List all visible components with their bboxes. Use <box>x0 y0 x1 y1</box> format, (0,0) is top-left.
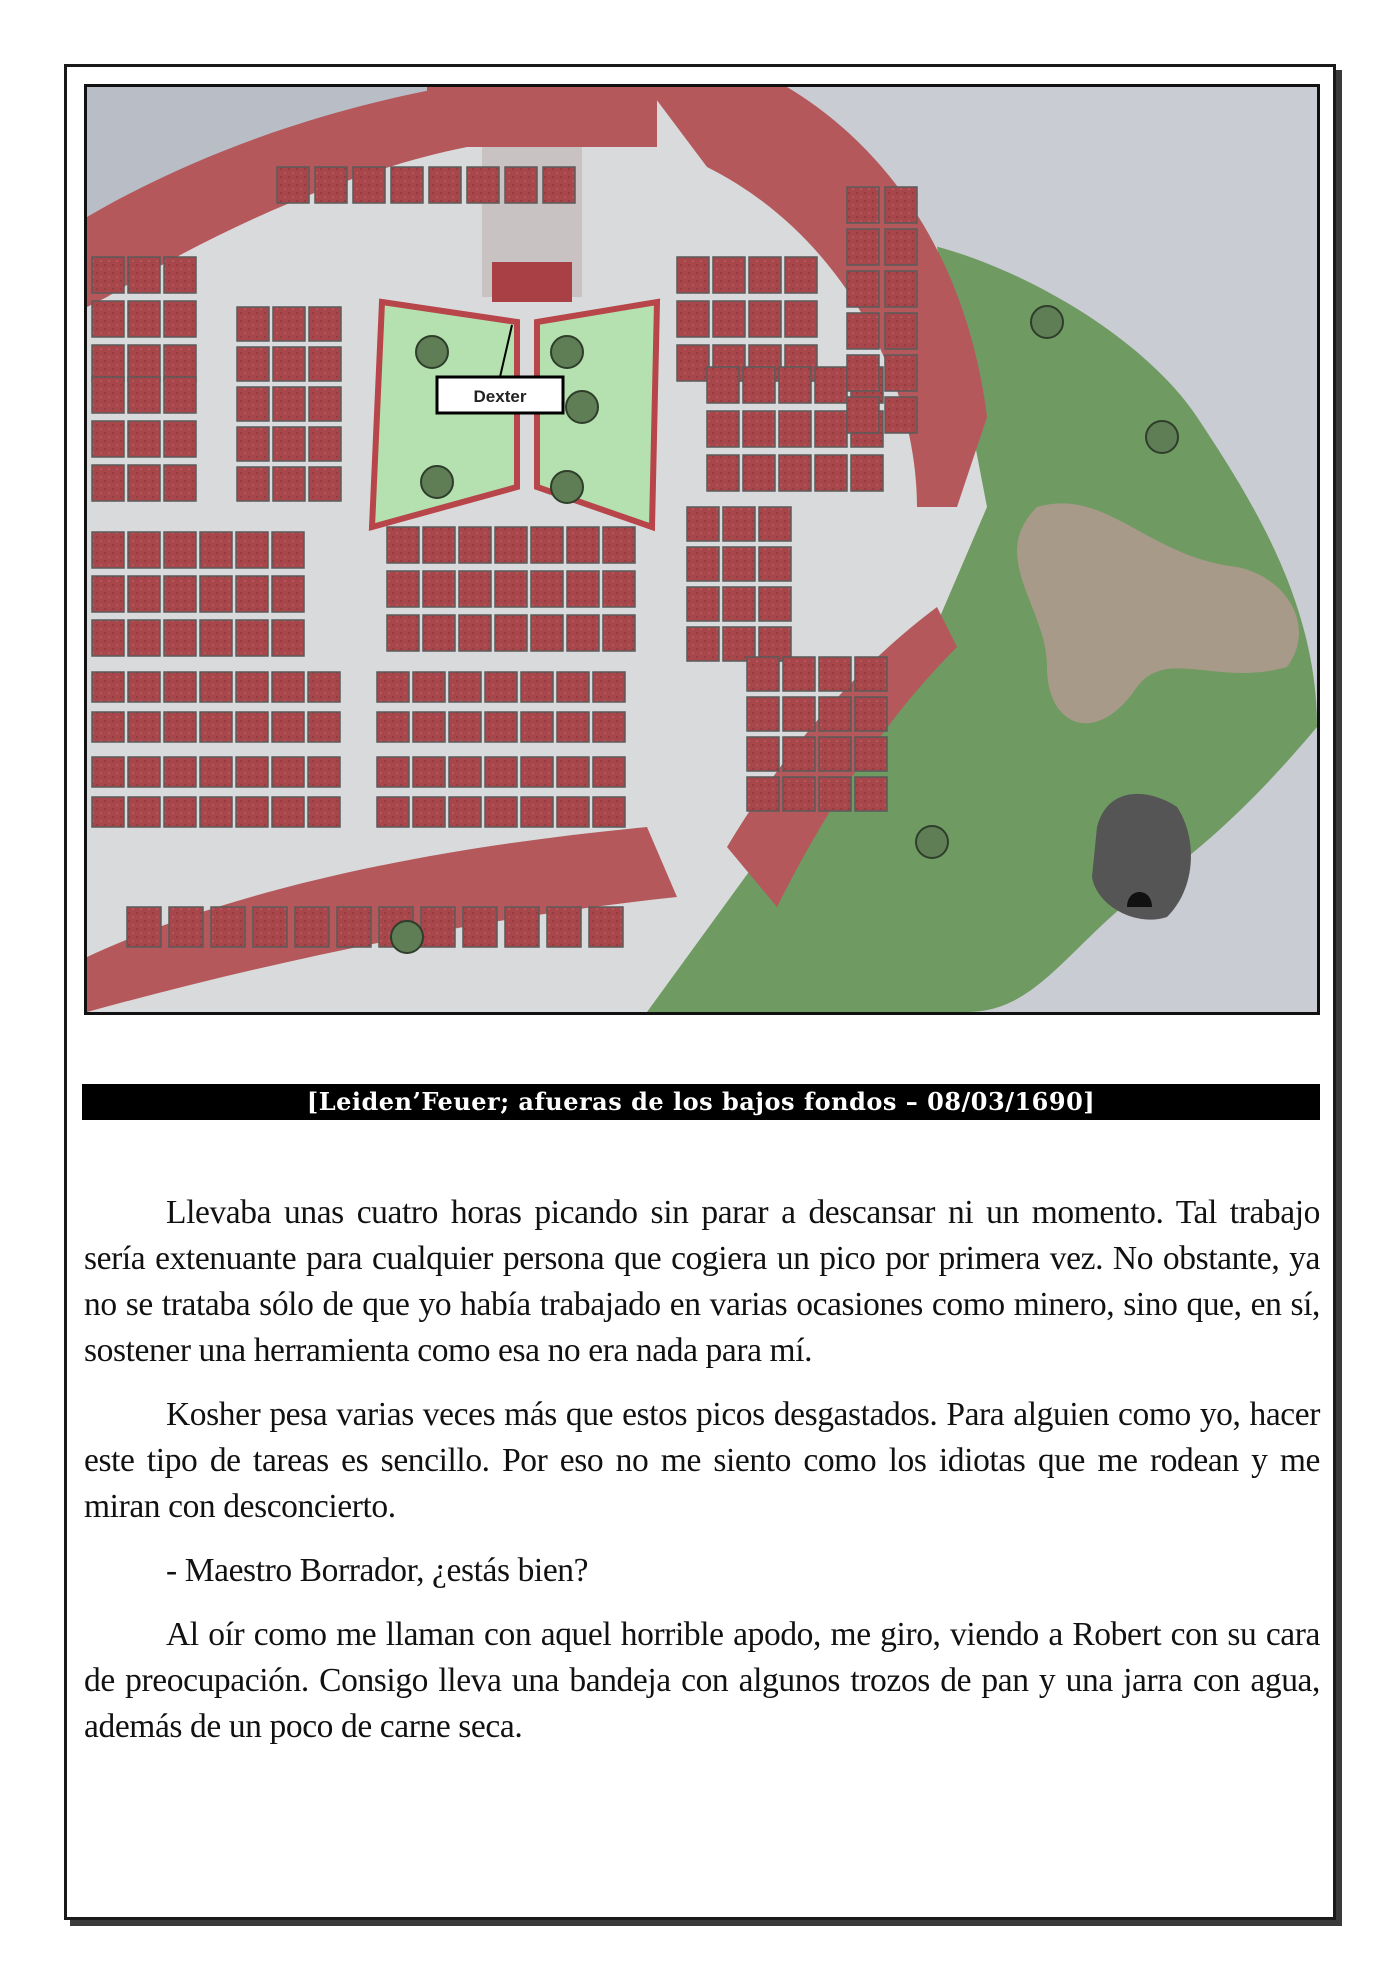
house <box>521 757 553 787</box>
house <box>128 797 160 827</box>
house <box>387 527 419 563</box>
house <box>885 271 917 307</box>
house <box>459 571 491 607</box>
house <box>747 657 779 691</box>
house <box>449 797 481 827</box>
house <box>237 307 269 341</box>
house <box>459 615 491 651</box>
house <box>128 672 160 702</box>
house <box>723 507 755 541</box>
house <box>377 712 409 742</box>
house <box>277 167 309 203</box>
house <box>309 387 341 421</box>
house <box>557 672 589 702</box>
house <box>92 465 124 501</box>
house <box>687 547 719 581</box>
house <box>413 797 445 827</box>
house <box>273 467 305 501</box>
house <box>855 777 887 811</box>
house <box>272 757 304 787</box>
house <box>164 532 196 568</box>
tree <box>1146 421 1178 453</box>
house <box>413 712 445 742</box>
house <box>505 167 537 203</box>
house <box>819 737 851 771</box>
house <box>423 571 455 607</box>
house <box>779 455 811 491</box>
house <box>847 397 879 433</box>
house <box>211 907 245 947</box>
house <box>309 427 341 461</box>
house <box>273 347 305 381</box>
house <box>707 455 739 491</box>
house <box>308 757 340 787</box>
house <box>495 615 527 651</box>
city-map-illustration <box>87 87 1317 1012</box>
house <box>164 301 196 337</box>
house <box>387 615 419 651</box>
house <box>485 757 517 787</box>
map-label-dexter: Dexter <box>473 387 527 406</box>
house <box>449 712 481 742</box>
house <box>200 620 232 656</box>
house <box>743 455 775 491</box>
tree <box>1031 306 1063 338</box>
house <box>847 229 879 265</box>
house <box>92 257 124 293</box>
house <box>747 697 779 731</box>
house <box>295 907 329 947</box>
house <box>759 507 791 541</box>
house <box>713 257 745 293</box>
house <box>885 313 917 349</box>
house <box>603 571 635 607</box>
house <box>377 797 409 827</box>
house <box>851 455 883 491</box>
house <box>543 167 575 203</box>
house <box>337 907 371 947</box>
house <box>236 672 268 702</box>
house <box>164 421 196 457</box>
house <box>747 777 779 811</box>
house <box>92 345 124 381</box>
house <box>749 301 781 337</box>
house <box>459 527 491 563</box>
house <box>377 757 409 787</box>
paragraph: Kosher pesa varias veces más que estos picos desgastados. Para alguien como yo, hacer este tipo de tareas es sencillo. Por eso no me siento como los idiotas que me rodean y me miran con desconcierto. <box>84 1396 1320 1525</box>
house <box>236 797 268 827</box>
house <box>567 571 599 607</box>
house <box>423 527 455 563</box>
house <box>885 355 917 391</box>
house <box>413 757 445 787</box>
house <box>387 571 419 607</box>
house <box>128 757 160 787</box>
house <box>687 627 719 661</box>
house <box>92 532 124 568</box>
house <box>593 712 625 742</box>
tree <box>566 391 598 423</box>
house <box>783 697 815 731</box>
house <box>485 672 517 702</box>
house <box>128 465 160 501</box>
house <box>847 355 879 391</box>
house <box>128 421 160 457</box>
tree <box>391 921 423 953</box>
house <box>315 167 347 203</box>
house <box>463 907 497 947</box>
temple-stairs <box>492 262 572 302</box>
house <box>272 532 304 568</box>
house <box>309 307 341 341</box>
house <box>677 257 709 293</box>
house <box>743 367 775 403</box>
house <box>237 427 269 461</box>
house <box>308 712 340 742</box>
house <box>164 757 196 787</box>
tree <box>416 336 448 368</box>
house <box>819 697 851 731</box>
house <box>272 620 304 656</box>
house <box>779 367 811 403</box>
house <box>391 167 423 203</box>
house <box>819 657 851 691</box>
house <box>531 527 563 563</box>
house <box>92 377 124 413</box>
house <box>353 167 385 203</box>
house <box>521 797 553 827</box>
house <box>273 427 305 461</box>
house <box>272 797 304 827</box>
house <box>92 672 124 702</box>
house <box>309 347 341 381</box>
house <box>783 737 815 771</box>
paragraph: Llevaba unas cuatro horas picando sin parar a descansar ni un momento. Tal trabajo sería extenuante para cualquier persona que cogiera un pico por primera vez. No obstante, ya no se trataba sólo de que yo había trabajado en varias ocasiones como minero, sino que, en sí, sostener una herramienta como esa no era nada para mí. <box>84 1194 1320 1369</box>
house <box>749 257 781 293</box>
house <box>855 657 887 691</box>
house <box>200 532 232 568</box>
house <box>164 465 196 501</box>
house <box>677 345 709 381</box>
house <box>127 907 161 947</box>
house <box>567 527 599 563</box>
house <box>429 167 461 203</box>
house <box>128 532 160 568</box>
house <box>547 907 581 947</box>
house <box>567 615 599 651</box>
house <box>164 672 196 702</box>
house <box>779 411 811 447</box>
house <box>743 411 775 447</box>
house <box>164 620 196 656</box>
tree <box>551 471 583 503</box>
paragraph: Al oír como me llaman con aquel horrible apodo, me giro, viendo a Robert con su cara de preocupación. Consigo lleva una bandeja con algunos trozos de pan y una jarra con agua, además de un poco de carne seca. <box>84 1616 1320 1745</box>
house <box>707 367 739 403</box>
house <box>815 455 847 491</box>
house <box>272 672 304 702</box>
house <box>713 301 745 337</box>
house <box>785 257 817 293</box>
house <box>164 345 196 381</box>
house <box>885 229 917 265</box>
house <box>169 907 203 947</box>
house <box>236 620 268 656</box>
house <box>272 712 304 742</box>
house <box>677 301 709 337</box>
house <box>557 712 589 742</box>
house <box>855 697 887 731</box>
house <box>855 737 887 771</box>
house <box>449 672 481 702</box>
house <box>557 797 589 827</box>
house <box>253 907 287 947</box>
house <box>495 527 527 563</box>
house <box>92 757 124 787</box>
house <box>309 467 341 501</box>
house <box>783 657 815 691</box>
house <box>723 587 755 621</box>
house <box>273 307 305 341</box>
house <box>92 301 124 337</box>
house <box>413 672 445 702</box>
house <box>687 507 719 541</box>
house <box>603 615 635 651</box>
house <box>687 587 719 621</box>
house <box>819 777 851 811</box>
house <box>237 387 269 421</box>
house <box>885 397 917 433</box>
house <box>885 187 917 223</box>
house <box>759 547 791 581</box>
house <box>593 757 625 787</box>
house <box>495 571 527 607</box>
house <box>467 167 499 203</box>
house <box>847 271 879 307</box>
house <box>589 907 623 947</box>
house <box>783 777 815 811</box>
house <box>377 672 409 702</box>
house <box>92 620 124 656</box>
house <box>200 797 232 827</box>
house <box>521 712 553 742</box>
house <box>723 547 755 581</box>
house <box>164 576 196 612</box>
house <box>847 187 879 223</box>
house <box>237 467 269 501</box>
house <box>308 672 340 702</box>
tree <box>421 466 453 498</box>
house <box>531 571 563 607</box>
house <box>236 757 268 787</box>
house <box>759 587 791 621</box>
house <box>200 712 232 742</box>
house <box>815 367 847 403</box>
house <box>593 797 625 827</box>
house <box>785 301 817 337</box>
body-text <box>84 1190 1320 1768</box>
house <box>308 797 340 827</box>
house <box>236 532 268 568</box>
house <box>557 757 589 787</box>
house <box>200 757 232 787</box>
temple-roof <box>427 87 657 147</box>
chapter-heading: [Leiden’Feuer; afueras de los bajos fondos – 08/03/1690] <box>82 1084 1320 1120</box>
dialogue-line: - Maestro Borrador, ¿estás bien? <box>166 1552 589 1589</box>
house <box>164 377 196 413</box>
house <box>92 712 124 742</box>
house <box>164 797 196 827</box>
house <box>759 627 791 661</box>
house <box>449 757 481 787</box>
house <box>128 345 160 381</box>
house <box>237 347 269 381</box>
house <box>485 712 517 742</box>
house <box>593 672 625 702</box>
house <box>707 411 739 447</box>
house <box>505 907 539 947</box>
house <box>723 627 755 661</box>
tree <box>551 336 583 368</box>
house <box>603 527 635 563</box>
house <box>531 615 563 651</box>
house <box>128 257 160 293</box>
house <box>273 387 305 421</box>
house <box>236 576 268 612</box>
house <box>128 377 160 413</box>
house <box>236 712 268 742</box>
house <box>128 576 160 612</box>
house <box>164 257 196 293</box>
house <box>421 907 455 947</box>
house <box>815 411 847 447</box>
tree <box>916 826 948 858</box>
house <box>272 576 304 612</box>
house <box>128 301 160 337</box>
house <box>128 620 160 656</box>
house <box>164 712 196 742</box>
house <box>747 737 779 771</box>
house <box>128 712 160 742</box>
house <box>92 797 124 827</box>
house <box>92 421 124 457</box>
house <box>485 797 517 827</box>
house <box>423 615 455 651</box>
house <box>200 576 232 612</box>
house <box>521 672 553 702</box>
house <box>92 576 124 612</box>
house <box>847 313 879 349</box>
city-map <box>84 84 1320 1015</box>
house <box>200 672 232 702</box>
